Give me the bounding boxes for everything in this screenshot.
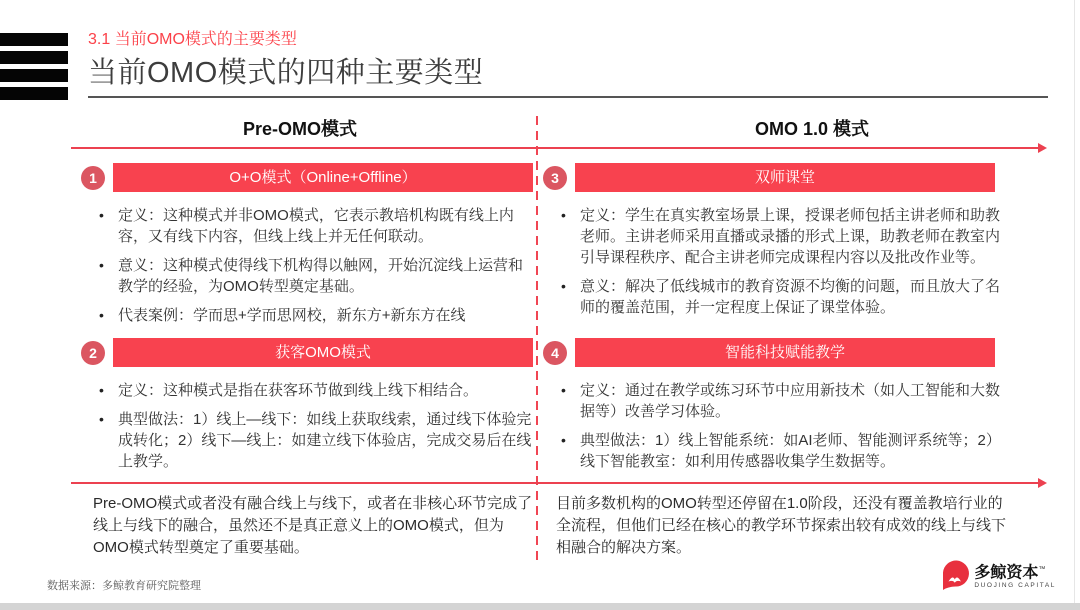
bullet-item: • 意义：这种模式使得线下机构得以触网，开始沉淀线上运营和教学的经验，为OMO转型奠定基础。: [93, 255, 533, 297]
black-bar: [0, 87, 68, 100]
data-source-note: 数据来源：多鲸教育研究院整理: [47, 580, 201, 592]
section-banner: O+O模式（Online+Offline）: [113, 163, 533, 192]
summary-omo-1-0: 目前多数机构的OMO转型还停留在1.0阶段，还没有覆盖教培行业的全流程，但他们已经在核心的教学环节探索出较有成效的线上与线下相融合的解决方案。: [556, 495, 1007, 556]
bullet-item: • 定义：这种模式并非OMO模式，它表示教培机构既有线上内容，又有线下内容，但线上线上并无任何联动。: [93, 205, 533, 247]
column-header-pre-omo: Pre-OMO模式: [242, 119, 357, 139]
title-underline: [88, 96, 1048, 98]
bullet-item: • 定义：学生在真实教室场景上课，授课老师包括主讲老师和助教老师。主讲老师采用直播或录播的形式上课，助教老师在教室内引导课程秩序、配合主讲老师完成课程内容以及批改作业等。: [555, 205, 1005, 268]
logo-text: [974, 561, 1056, 589]
bullet-item: • 定义：这种模式是指在获客环节做到线上线下相结合。: [93, 380, 533, 401]
timeline-arrow-bottom: [71, 482, 1039, 484]
bullet-item: • 意义：解决了低线城市的教育资源不均衡的问题，而且放大了名师的覆盖范围，并一定程度上保证了课堂体验。: [555, 276, 1005, 318]
corner-bars-decoration: [0, 33, 68, 105]
section-smart-tech-teaching: [543, 338, 1001, 480]
section-banner: 智能科技赋能教学: [575, 338, 995, 367]
summary-pre-omo: Pre-OMO模式或者没有融合线上与线下，或者在非核心环节完成了线上与线下的融合，虽然还不是真正意义上的OMO模式，但为OMO模式转型奠定了重要基础。: [93, 495, 533, 556]
black-bar: [0, 51, 68, 64]
section-kicker: 3.1 当前OMO模式的主要类型: [88, 31, 297, 48]
section-number-badge: 2: [81, 341, 105, 365]
section-oo-model: [81, 163, 533, 334]
trademark-symbol: ™: [1038, 565, 1046, 573]
bullet-list: [93, 205, 533, 326]
black-bar: [0, 69, 68, 82]
logo-name-cn: [974, 561, 1056, 581]
section-banner: 双师课堂: [575, 163, 995, 192]
logo-name-en: DUOJING CAPITAL: [974, 582, 1056, 590]
section-banner: 获客OMO模式: [113, 338, 533, 367]
section-customer-acquisition-omo: [81, 338, 533, 480]
section-dual-teacher-classroom: [543, 163, 1001, 326]
bullet-item: • 典型做法：1）线上—线下：如线上获取线索，通过线下体验完成转化；2）线下—线上：如建立线下体验店，完成交易后在线上教学。: [93, 409, 533, 472]
bullet-item: • 代表案例：学而思+学而思网校，新东方+新东方在线: [93, 305, 533, 326]
bullet-list: [555, 205, 1005, 318]
black-bar: [0, 33, 68, 46]
bullet-item: • 典型做法：1）线上智能系统：如AI老师、智能测评系统等；2）线下智能教室：如利用传感器收集学生数据等。: [555, 430, 1005, 472]
timeline-arrow-top: [71, 147, 1039, 149]
page-title: 当前OMO模式的四种主要类型: [88, 57, 484, 89]
bullet-list: [555, 380, 1005, 472]
column-divider-dashed-line: [536, 116, 538, 566]
slide-right-edge: [1074, 0, 1075, 603]
duojing-capital-logo: [941, 559, 1056, 591]
column-header-omo-1-0: OMO 1.0 模式: [754, 119, 870, 139]
section-number-badge: 3: [543, 166, 567, 190]
bullet-list: [93, 380, 533, 472]
whale-logo-icon: [941, 559, 969, 591]
bullet-item: • 定义：通过在教学或练习环节中应用新技术（如人工智能和大数据等）改善学习体验。: [555, 380, 1005, 422]
window-bottom-strip: [0, 603, 1080, 610]
section-number-badge: 1: [81, 166, 105, 190]
section-number-badge: 4: [543, 341, 567, 365]
logo-name: 多鲸资本: [974, 564, 1039, 582]
